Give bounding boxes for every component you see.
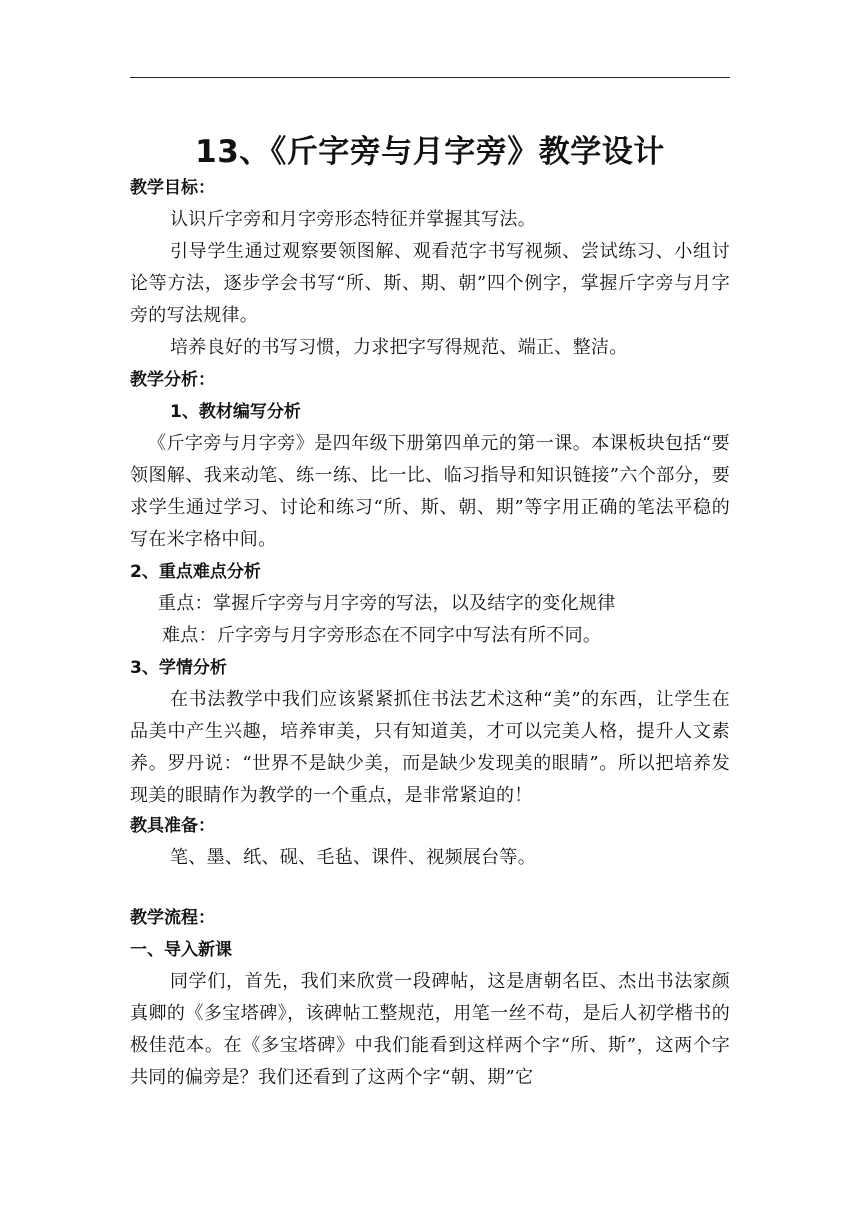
analysis-sub3-text: 在书法教学中我们应该紧紧抓住书法艺术这种“美”的东西，让学生在品美中产生兴趣，培养审美，只有知道美，才可以完美人格，提升人文素养。罗丹说：“世界不是缺少美，而是缺少发现美的眼睛”。所以把培养发现美的眼睛作为教学的一个重点，是非常紧迫的！ <box>130 689 730 806</box>
process-step1-text: 同学们，首先，我们来欣赏一段碑帖，这是唐朝名臣、杰出书法家颜真卿的《多宝塔碑》，该碑帖工整规范，用笔一丝不苟，是后人初学楷书的极佳范本。在《多宝塔碑》中我们能看到这样两个字“所、斯”，这两个字共同的偏旁是？我们还看到了这两个字“朝、期”它 <box>130 971 730 1088</box>
process-step1-heading: 一、导入新课 <box>130 940 232 960</box>
tools-heading: 教具准备： <box>130 816 215 836</box>
section-process <box>130 902 730 1094</box>
analysis-sub1-heading: 1、教材编写分析 <box>170 402 301 422</box>
page-title: 13、《斤字旁与月字旁》教学设计 <box>195 134 665 170</box>
analysis-sub3-heading: 3、学情分析 <box>130 658 227 678</box>
goals-heading: 教学目标： <box>130 178 215 198</box>
goals-paragraph-1: 认识斤字旁和月字旁形态特征并掌握其写法。 <box>170 209 536 230</box>
section-tools <box>130 810 730 874</box>
process-heading: 教学流程： <box>130 908 215 928</box>
section-goals <box>130 172 730 364</box>
analysis-key-point: 重点：掌握斤字旁与月字旁的写法，以及结字的变化规律 <box>158 593 616 614</box>
analysis-difficult-point: 难点：斤字旁与月字旁形态在不同字中写法有所不同。 <box>162 625 602 646</box>
goals-paragraph-3: 培养良好的书写习惯，力求把字写得规范、端正、整洁。 <box>170 337 628 358</box>
header-rule <box>130 77 730 78</box>
analysis-sub1-text: 《斤字旁与月字旁》是四年级下册第四单元的第一课。本课板块包括“要领图解、我来动笔、练一练、比一比、临习指导和知识链接”六个部分，要求学生通过学习、讨论和练习“所、斯、朝、期”等字用正确的笔法平稳的写在米字格中间。 <box>130 433 730 550</box>
analysis-heading: 教学分析： <box>130 370 215 390</box>
analysis-sub2-heading: 2、重点难点分析 <box>130 562 261 582</box>
section-analysis <box>130 364 730 812</box>
tools-text: 笔、墨、纸、砚、毛毡、课件、视频展台等。 <box>170 847 536 868</box>
goals-paragraph-2: 引导学生通过观察要领图解、观看范字书写视频、尝试练习、小组讨论等方法，逐步学会书写“所、斯、期、朝”四个例字，掌握斤字旁与月字旁的写法规律。 <box>130 241 730 326</box>
